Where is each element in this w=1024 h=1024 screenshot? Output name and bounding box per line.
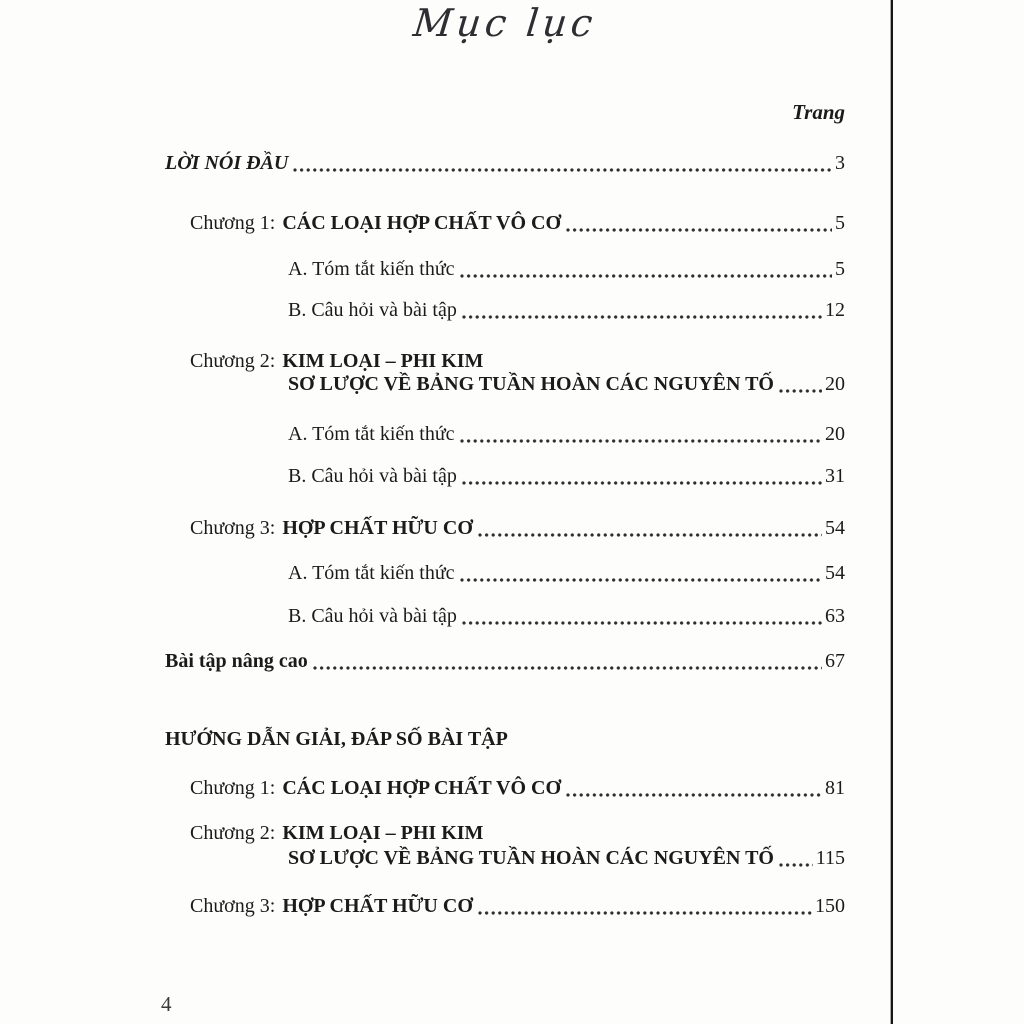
page-number: 5: [835, 212, 845, 234]
page-title: Mục lục: [411, 1, 599, 45]
chapter-title: HỢP CHẤT HỮU CƠ: [282, 895, 473, 917]
dot-leader: [778, 859, 813, 868]
toc-entry-preface: [165, 151, 845, 175]
toc-solutions-heading: [165, 727, 845, 751]
toc-chapter-2-line1: [165, 349, 845, 373]
toc-entry-label: LỜI NÓI ĐẦU: [165, 152, 289, 174]
chapter-title: CÁC LOẠI HỢP CHẤT VÔ CƠ: [282, 777, 562, 799]
chapter-title: HỢP CHẤT HỮU CƠ: [282, 517, 473, 539]
chapter-title: CÁC LOẠI HỢP CHẤT VÔ CƠ: [282, 212, 562, 234]
page-number: 12: [825, 299, 845, 321]
dot-leader: [312, 662, 822, 671]
dot-leader: [778, 385, 822, 394]
toc-chapter-3: [165, 516, 845, 540]
chapter-title-line2: SƠ LƯỢC VỀ BẢNG TUẦN HOÀN CÁC NGUYÊN TỐ: [288, 847, 774, 869]
toc-section-1b: [165, 298, 845, 322]
section-label: A. Tóm tắt kiến thức: [288, 423, 455, 445]
page-number: 67: [825, 650, 845, 672]
page-column-header: Trang: [792, 100, 845, 124]
page-number: 54: [825, 562, 845, 584]
page-number: 150: [815, 895, 845, 917]
section-label: A. Tóm tắt kiến thức: [288, 258, 455, 280]
footer-page-number: 4: [161, 992, 172, 1016]
dot-leader: [461, 477, 822, 486]
chapter-prefix: Chương 3:: [190, 895, 276, 917]
page-number: 31: [825, 465, 845, 487]
section-label: B. Câu hỏi và bài tập: [288, 605, 457, 627]
dot-leader: [565, 789, 822, 798]
chapter-title-line2: SƠ LƯỢC VỀ BẢNG TUẦN HOÀN CÁC NGUYÊN TỐ: [288, 373, 774, 395]
toc-entry-advanced-exercises: [165, 649, 845, 673]
chapter-prefix: Chương 2:: [190, 822, 276, 844]
page-number: 5: [835, 258, 845, 280]
section-label: B. Câu hỏi và bài tập: [288, 465, 457, 487]
section-heading-label: HƯỚNG DẪN GIẢI, ĐÁP SỐ BÀI TẬP: [165, 728, 508, 750]
toc-section-3b: [165, 604, 845, 628]
page-number: 20: [825, 423, 845, 445]
section-label: B. Câu hỏi và bài tập: [288, 299, 457, 321]
page-number: 20: [825, 373, 845, 395]
dot-leader: [292, 164, 832, 173]
chapter-title-line1: KIM LOẠI – PHI KIM: [282, 822, 484, 844]
page-number: 115: [815, 847, 845, 869]
chapter-prefix: Chương 1:: [190, 212, 276, 234]
dot-leader: [459, 270, 832, 279]
chapter-prefix: Chương 2:: [190, 350, 276, 372]
page-edge-line: [890, 0, 893, 1024]
toc-section-2b: [165, 464, 845, 488]
dot-leader: [461, 311, 822, 320]
page-number: 3: [835, 152, 845, 174]
toc-chapter-1: [165, 211, 845, 235]
chapter-prefix: Chương 1:: [190, 777, 276, 799]
toc-solutions-chapter-2-line1: [165, 821, 845, 845]
toc-entry-label: Bài tập nâng cao: [165, 650, 308, 672]
page-number: 54: [825, 517, 845, 539]
chapter-title-line1: KIM LOẠI – PHI KIM: [282, 350, 484, 372]
section-label: A. Tóm tắt kiến thức: [288, 562, 455, 584]
dot-leader: [459, 574, 822, 583]
page-number: 81: [825, 777, 845, 799]
page-number: 63: [825, 605, 845, 627]
toc-solutions-chapter-3: [165, 894, 845, 918]
toc-chapter-2-line2: [165, 372, 845, 396]
toc-section-2a: [165, 422, 845, 446]
toc-section-3a: [165, 561, 845, 585]
dot-leader: [477, 529, 822, 538]
toc-section-1a: [165, 257, 845, 281]
toc-solutions-chapter-2-line2: [165, 846, 845, 870]
dot-leader: [459, 435, 822, 444]
dot-leader: [565, 224, 832, 233]
dot-leader: [477, 907, 812, 916]
dot-leader: [461, 617, 822, 626]
toc-solutions-chapter-1: [165, 776, 845, 800]
chapter-prefix: Chương 3:: [190, 517, 276, 539]
